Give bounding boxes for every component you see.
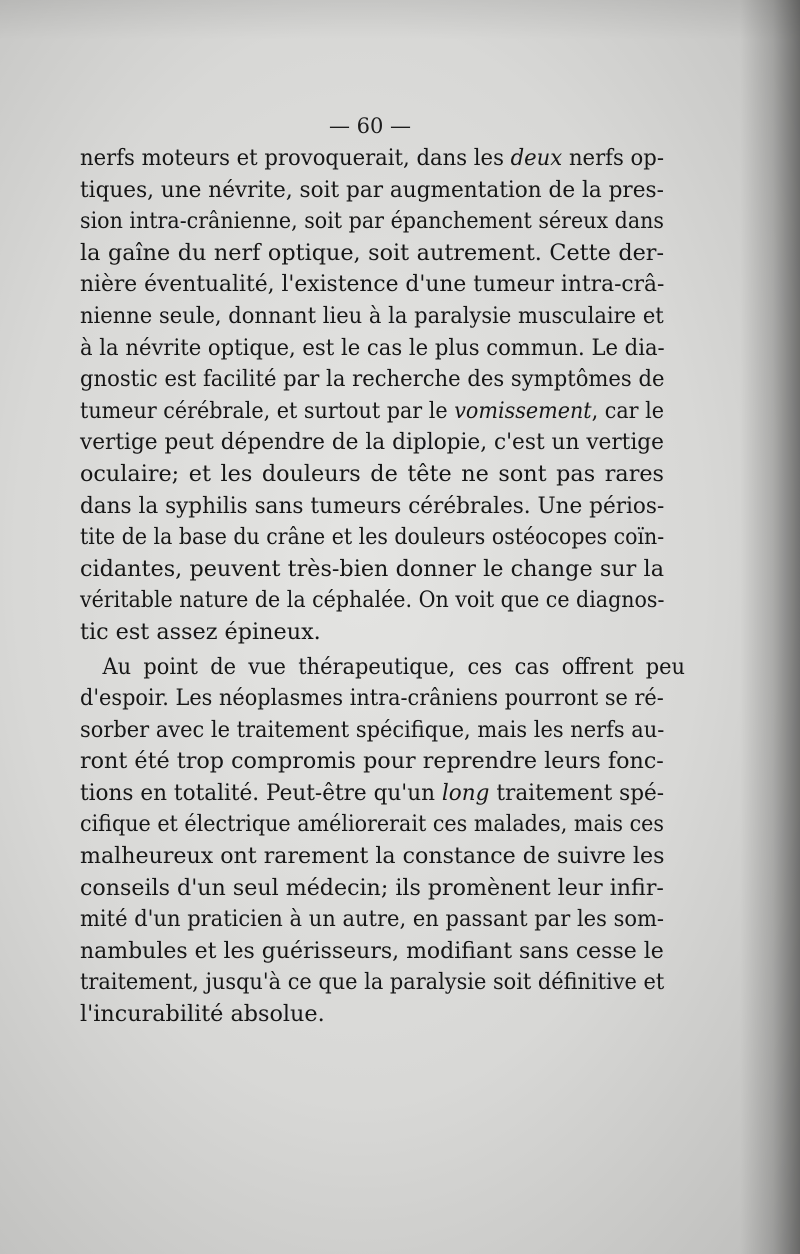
text-line: gnostic est facilité par la recherche des symptômes de	[80, 366, 665, 393]
text-line: tumeur cérébrale, et surtout par le vomissement, car le	[80, 397, 665, 424]
text-line: vertige peut dépendre de la diplopie, c'est un vertige	[80, 429, 664, 456]
page-number: — 60 —	[328, 114, 412, 138]
text-line: nienne seule, donnant lieu à la paralysie musculaire et	[80, 302, 664, 329]
text-line: sion intra-crânienne, soit par épanchement séreux dans	[80, 208, 664, 235]
text-line: véritable nature de la céphalée. On voit que ce diagnos-	[80, 587, 665, 614]
text-line: tic est assez épineux.	[80, 618, 321, 645]
top-shadow	[0, 0, 800, 40]
text-line: tite de la base du crâne et les douleurs ostéocopes coïn-	[80, 524, 665, 551]
text-line: conseils d'un seul médecin; ils promènent leur infir-	[80, 874, 664, 901]
text-line: oculaire; et les douleurs de tête ne sont pas rares	[80, 460, 664, 487]
text-line: ront été trop compromis pour reprendre leurs fonc-	[80, 748, 664, 775]
text-line: tions en totalité. Peut-être qu'un long traitement spé-	[80, 779, 665, 806]
text-line: tiques, une névrite, soit par augmentation de la pres-	[80, 176, 664, 203]
text-line: cidantes, peuvent très-bien donner le change sur la	[80, 555, 664, 582]
text-line: cifique et électrique améliorerait ces malades, mais ces	[80, 811, 665, 838]
text-line: mité d'un praticien à un autre, en passant par les som-	[80, 906, 665, 933]
text-line: nière éventualité, l'existence d'une tumeur intra-crâ-	[80, 271, 665, 298]
body-text	[80, 143, 686, 1031]
text-line: dans la syphilis sans tumeurs cérébrales. Une périos-	[80, 492, 665, 519]
text-line: traitement, jusqu'à ce que la paralysie soit définitive et	[80, 969, 665, 996]
text-line: nerfs moteurs et provoquerait, dans les deux nerfs op-	[80, 145, 664, 171]
page-gutter-shadow	[740, 0, 800, 1254]
text-line: l'incurabilité absolue.	[80, 1001, 325, 1028]
text-line: la gaîne du nerf optique, soit autrement. Cette der-	[80, 239, 664, 266]
text-line: Au point de vue thérapeutique, ces cas offrent peu	[102, 653, 686, 680]
text-line: d'espoir. Les néoplasmes intra-crâniens pourront se ré-	[80, 685, 664, 712]
text-line: à la névrite optique, est le cas le plus commun. Le dia-	[80, 334, 665, 361]
text-line: malheureux ont rarement la constance de suivre les	[80, 843, 665, 870]
text-line: nambules et les guérisseurs, modifiant sans cesse le	[80, 937, 664, 964]
text-line: sorber avec le traitement spécifique, mais les nerfs au-	[80, 716, 665, 743]
